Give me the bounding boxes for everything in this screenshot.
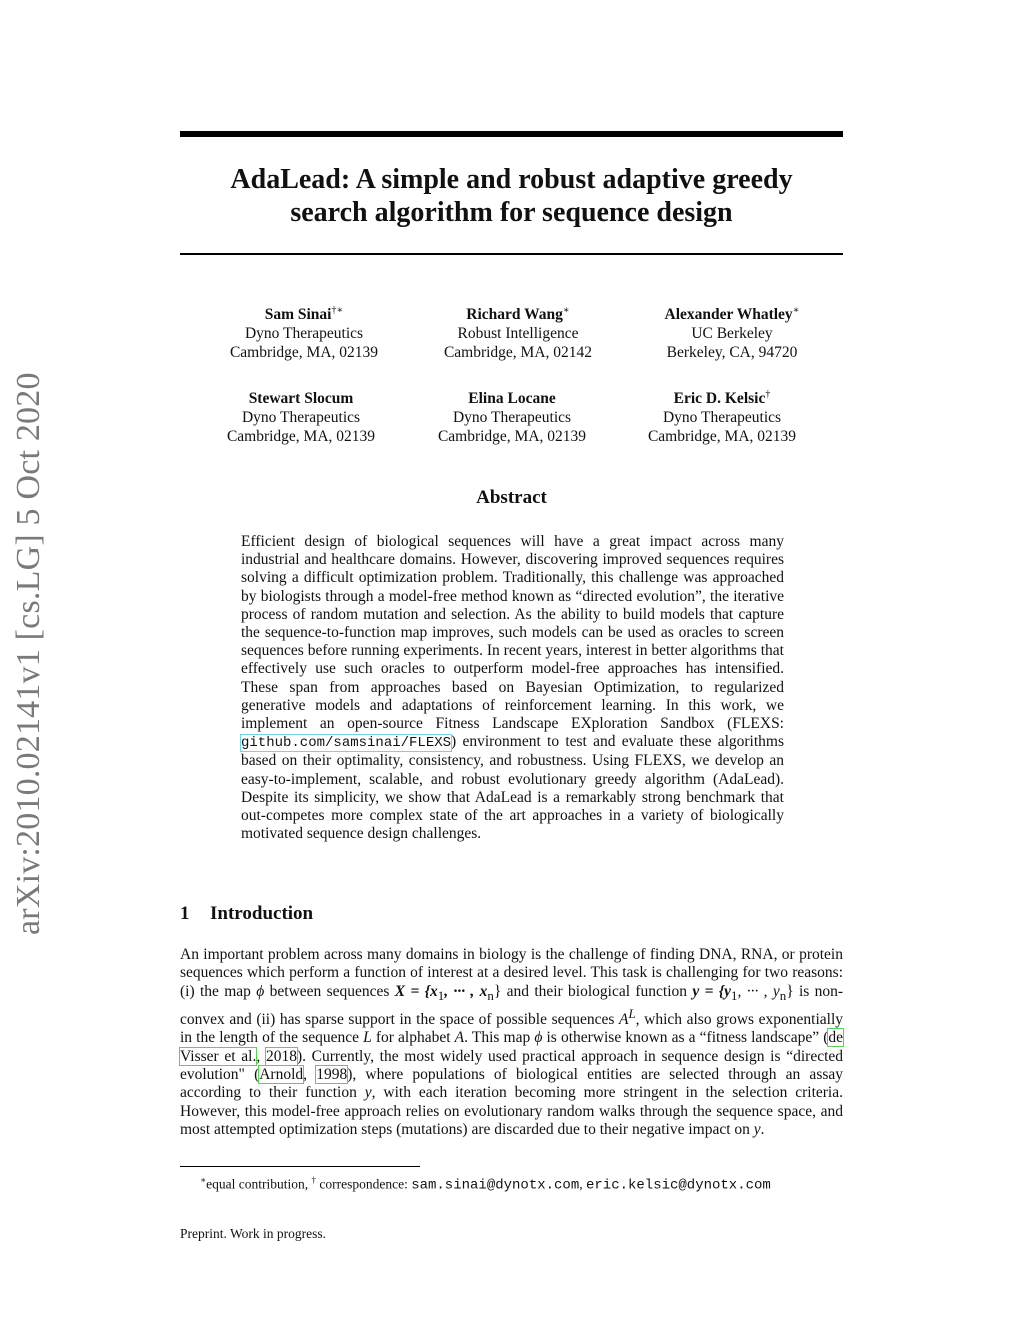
- title-line-1: AdaLead: A simple and robust adaptive greedy: [230, 164, 793, 195]
- introduction-paragraph: An important problem across many domains in biology is the challenge of finding DNA, RNA, or protein sequences which perform a function of interest at a desired level. This task is challenging for two reasons: (i) the map ϕ between sequences $X = \{x_1$, ··· , $x_n$} and their biological function $y = \{y_1$, ··· , $y_n$} is non-convex and (ii) has sparse support in the space of possible sequences $A^L$, which also grows exponentially in the length of the sequence L for alphabet A. This map ϕ is otherwise known as a “fitness landscape” (de Visser et al., 2018). Currently, the most widely used practical approach in sequence design is “directed evolution" (Arnold, 1998), where populations of biological entities are selected through an assay according to their function y, with each iteration becoming more stringent in the selection criteria. However, this model-free approach relies on evolutionary random walks through the sequence space, and most attempted optimization steps (mutations) are discarded due to their negative impact on y.: [180, 946, 844, 1138]
- citation-link[interactable]: de Visser et al.: [180, 1029, 844, 1065]
- abstract-body: [241, 533, 784, 843]
- section-heading: [180, 903, 313, 925]
- abstract-text-continued: ) environment to test and evaluate these algorithms based on their optimality, consistency, and robustness. Using FLEXS, we develop an easy-to-implement, scalable, and robust evolutionary greedy algorithm (AdaLead). Despite its simplicity, we show that AdaLead is a remarkably strong benchmark that out-competes more complex state of the art approaches in a variety of biologically motivated sequence design challenges.: [241, 733, 784, 843]
- author-affiliation: Dyno Therapeutics: [662, 409, 782, 427]
- author-block: [408, 301, 628, 362]
- author-location: Berkeley, CA, 94720: [666, 344, 798, 362]
- title-bottom-rule: [180, 253, 843, 255]
- section-number: 1: [180, 903, 190, 924]
- author-affiliation: Dyno Therapeutics: [244, 325, 364, 343]
- author-affiliation: Dyno Therapeutics: [452, 409, 572, 427]
- author-name: Sam Sinai: [264, 306, 332, 324]
- author-block: [622, 301, 842, 362]
- author-mark: †: [765, 389, 771, 400]
- author-block: [402, 385, 622, 446]
- preprint-note: Preprint. Work in progress.: [180, 1226, 327, 1241]
- author-name: Richard Wang: [466, 306, 563, 324]
- citation-year-link[interactable]: 1998: [316, 1066, 348, 1084]
- author-name: Elina Locane: [468, 390, 556, 408]
- footnote-rule: [180, 1166, 420, 1167]
- author-affiliation: UC Berkeley: [691, 325, 773, 343]
- author-name: Alexander Whatley: [664, 306, 793, 324]
- author-location: Cambridge, MA, 02142: [443, 344, 593, 362]
- flexs-link[interactable]: github.com/samsinai/FLEXS: [241, 735, 452, 752]
- author-name: Stewart Slocum: [248, 390, 354, 408]
- author-affiliation: Robust Intelligence: [457, 325, 579, 343]
- author-mark: ∗: [562, 305, 570, 316]
- author-mark: ∗: [792, 305, 800, 316]
- author-location: Cambridge, MA, 02139: [229, 344, 379, 362]
- author-block: [612, 385, 832, 446]
- title-line-2: search algorithm for sequence design: [290, 197, 733, 228]
- author-name: Eric D. Kelsic: [673, 390, 766, 408]
- abstract-heading: Abstract: [476, 487, 547, 508]
- section-title: Introduction: [210, 903, 314, 924]
- author-block: [194, 301, 414, 362]
- arxiv-stamp: arXiv:2010.02141v1 [cs.LG] 5 Oct 2020: [10, 372, 47, 935]
- email-address: eric.kelsic@dynotx.com: [585, 1177, 771, 1194]
- author-location: Cambridge, MA, 02139: [437, 428, 587, 446]
- citation-link[interactable]: Arnold: [259, 1066, 304, 1084]
- author-location: Cambridge, MA, 02139: [226, 428, 376, 446]
- author-mark: †∗: [331, 305, 344, 316]
- author-affiliation: Dyno Therapeutics: [241, 409, 361, 427]
- author-location: Cambridge, MA, 02139: [647, 428, 797, 446]
- title-top-rule: [180, 131, 843, 137]
- author-block: [191, 385, 411, 446]
- paper-title: [180, 163, 843, 229]
- email-address: sam.sinai@dynotx.com: [411, 1177, 580, 1194]
- footnote: ∗equal contribution, † correspondence: sam.sinai@dynotx.com, eric.kelsic@dynotx.com: [200, 1175, 771, 1194]
- citation-year-link[interactable]: 2018: [265, 1047, 297, 1065]
- abstract-text: Efficient design of biological sequences will have a great impact across many industrial and healthcare domains. However, discovering improved sequences requires solving a difficult optimization problem. Traditionally, this challenge was approached by biologists through a model-free method known as “directed evolution”, the iterative process of random mutation and selection. As the ability to build models that capture the sequence-to-function map improves, such models can be used as oracles to screen sequences before running experiments. In recent years, interest in better algorithms that effectively use such oracles to outperform model-free approaches has intensified. These span from approaches based on Bayesian Optimization, to regularized generative models and adaptations of reinforcement learning. In this work, we implement an open-source Fitness Landscape EXploration Sandbox (FLEXS:: [241, 533, 784, 733]
